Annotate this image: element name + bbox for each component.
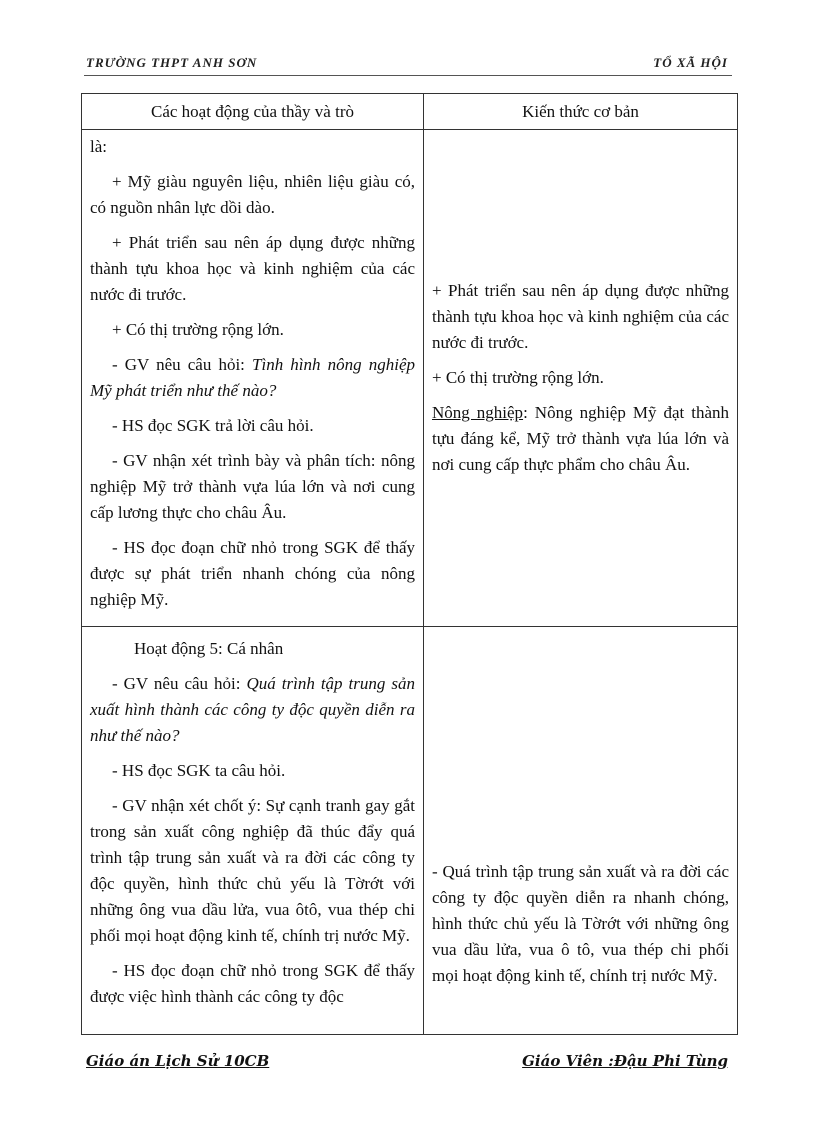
row2-knowledge-cell <box>424 627 738 1035</box>
row2-left-p1-lead: - GV nêu câu hỏi: <box>112 674 241 693</box>
row1-left-p0: là: <box>90 137 107 156</box>
row1-right-agri-label: Nông nghiệp <box>432 403 524 422</box>
row1-left-p3: + Có thị trường rộng lớn. <box>112 320 284 339</box>
row1-left-p4 <box>90 352 415 404</box>
col-header-activities: Các hoạt động của thầy và trò <box>82 94 424 130</box>
row1-knowledge-cell <box>424 130 738 627</box>
footer-teacher: Giáo Viên :Đậu Phi Tùng <box>522 1052 728 1070</box>
row1-left-p6: - HS đọc SGK trả lời câu hỏi. <box>112 416 314 435</box>
row1-right-p0: + Phát triển sau nên áp dụng được những thành tựu khoa học và kinh nghiệm của các nước đi trước. <box>432 281 729 352</box>
row2-left-p4: - GV nhận xét chốt ý: Sự cạnh tranh gay gắt trong sản xuất công nghiệp đã thúc đẩy quá trình tập trung sản xuất và ra đời các công ty độc quyền, hình thức chủ yếu là Tờrớt với những ông vua dầu lửa, vua ôtô, vua thép chi phối mọi hoạt động kinh tế, chính trị nước Mỹ. <box>90 796 415 945</box>
row1-right-agri-text: : Nông nghiệp Mỹ đạt thành tựu đáng kể, Mỹ trở thành vựa lúa lớn và nơi cung cấp thực phẩm cho châu Âu. <box>432 403 730 474</box>
row1-left-p2: + Phát triển sau nên áp dụng được những thành tựu khoa học và kinh nghiệm của các nước đi trước. <box>90 233 415 304</box>
row2-activities-cell <box>82 627 424 1035</box>
header-school: TRƯỜNG THPT ANH SƠN <box>86 55 258 70</box>
row2-left-p5: - HS đọc đoạn chữ nhỏ trong SGK để thấy được việc hình thành các công ty độc <box>90 961 415 1006</box>
row1-right-p1: + Có thị trường rộng lớn. <box>432 368 604 387</box>
row2-right-p0: - Quá trình tập trung sản xuất và ra đời các công ty độc quyền diễn ra nhanh chóng, hình thức chủ yếu là Tờrớt với những ông vua dầu lửa, vua ô tô, vua thép chi phối mọi hoạt động kinh tế, chính trị nước Mỹ. <box>432 862 729 985</box>
table-row <box>82 627 738 1035</box>
row1-left-p1: + Mỹ giàu nguyên liệu, nhiên liệu giàu có, có nguồn nhân lực dồi dào. <box>90 172 415 217</box>
row1-left-p8: - HS đọc đoạn chữ nhỏ trong SGK để thấy được sự phát triển nhanh chóng của nông nghiệp Mỹ. <box>90 538 415 609</box>
row1-left-p4-lead: - GV nêu câu hỏi: <box>112 355 245 374</box>
row2-left-p1 <box>90 671 415 749</box>
row2-left-p0: Hoạt động 5: Cá nhân <box>134 639 284 658</box>
row2-left-p1-question: Quá trình tập trung sản xuất hình thành các công ty độc quyền diễn ra như thế nào? <box>90 674 415 745</box>
table-header-row <box>82 94 738 130</box>
footer-lesson-plan: Giáo án Lịch Sử 10CB <box>86 1052 270 1070</box>
header-department: TỔ XÃ HỘI <box>653 55 728 70</box>
table-row <box>82 130 738 627</box>
lesson-table <box>81 93 738 1035</box>
row2-left-p3: - HS đọc SGK ta câu hỏi. <box>112 761 286 780</box>
row1-left-p7: - GV nhận xét trình bày và phân tích: nông nghiệp Mỹ trở thành vựa lúa lớn và nơi cung cấp lương thực cho châu Âu. <box>90 451 415 522</box>
row1-right-p2 <box>432 400 729 478</box>
col-header-knowledge: Kiến thức cơ bản <box>424 94 738 130</box>
row1-activities-cell <box>82 130 424 627</box>
header-divider <box>84 75 732 76</box>
row1-left-p4-question: Tình hình nông nghiệp Mỹ phát triển như thế nào? <box>90 355 415 400</box>
